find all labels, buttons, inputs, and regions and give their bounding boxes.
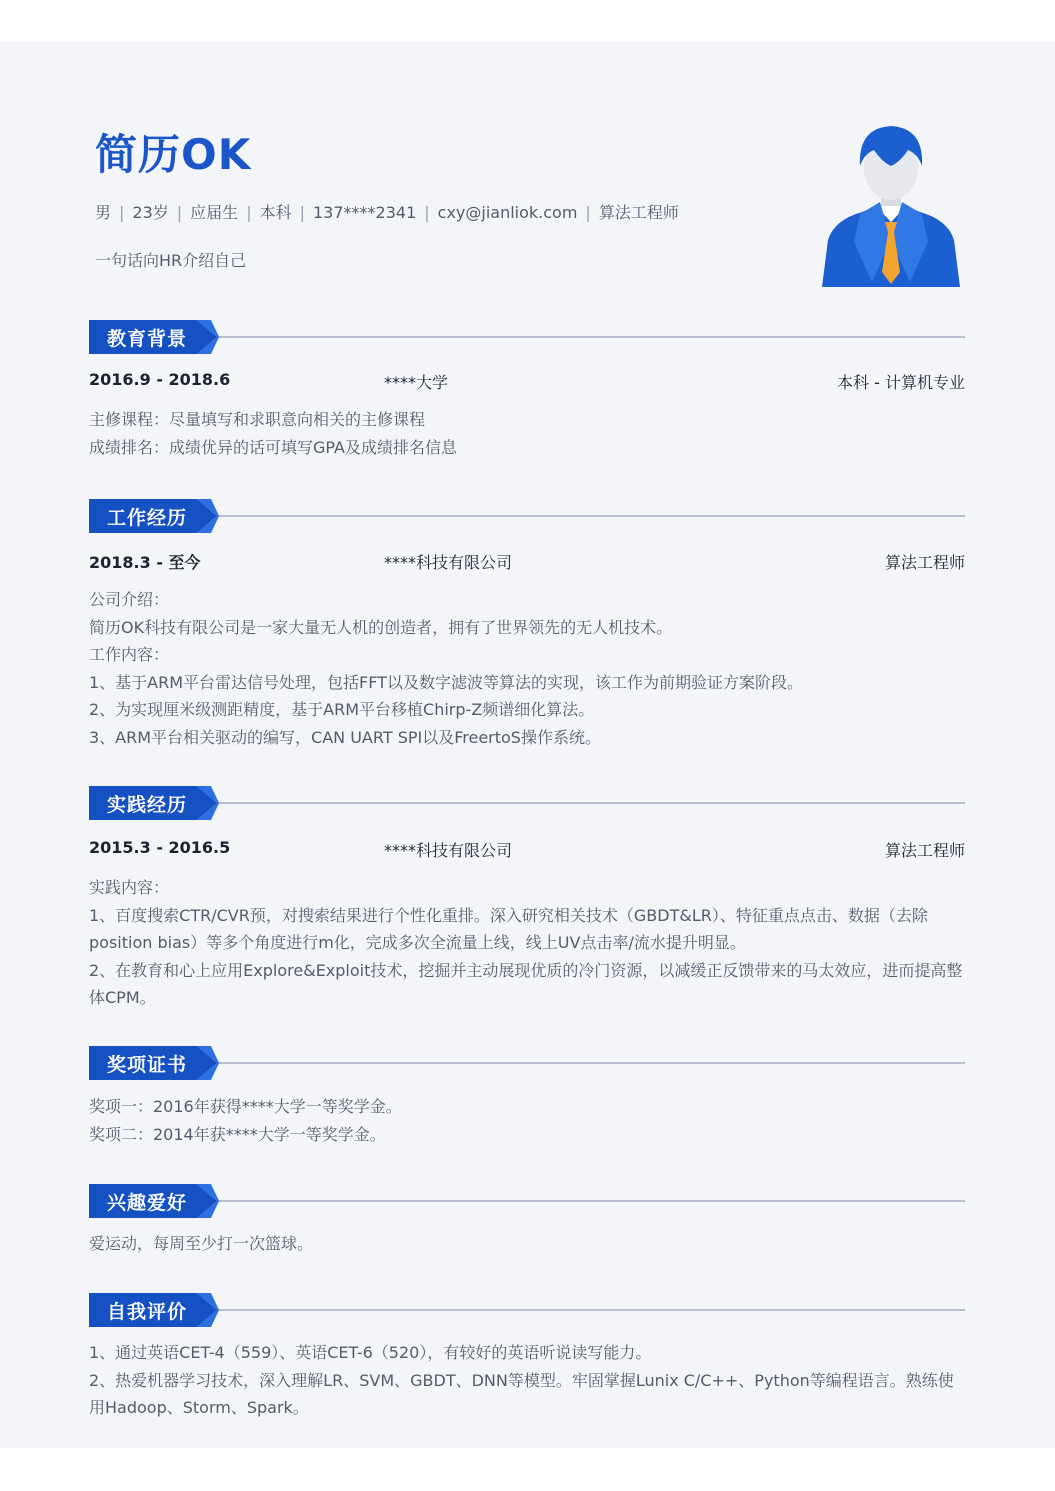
company-name: ****科技有限公司 bbox=[384, 841, 513, 860]
text-line: 2、在教育和心上应用Explore&Exploit技术，挖掘并主动展现优质的冷门资源，以减缓正反馈带来的马太效应，进而提高整体CPM。 bbox=[89, 960, 963, 1007]
practice-row bbox=[89, 838, 965, 862]
self-evaluation-details bbox=[89, 1339, 965, 1422]
text-line: 奖项二：2014年获****大学一等奖学金。 bbox=[89, 1124, 386, 1144]
degree: 本科 bbox=[259, 203, 292, 222]
education-date: 2016.9 - 2018.6 bbox=[89, 370, 231, 389]
phone: 137****2341 bbox=[312, 203, 417, 222]
section-title: 工作经历 bbox=[107, 507, 188, 529]
education-row bbox=[89, 370, 965, 394]
section-hobbies bbox=[89, 1184, 965, 1218]
text-line: 1、基于ARM平台雷达信号处理，包括FFT以及数字滤波等算法的实现，该工作为前期验证方案阶段。 bbox=[89, 672, 803, 692]
awards-details bbox=[89, 1093, 965, 1148]
hobbies-details bbox=[89, 1230, 965, 1258]
text-line: 2、为实现厘米级测距精度，基于ARM平台移植Chirp-Z频谱细化算法。 bbox=[89, 700, 595, 719]
text-line: 1、通过英语CET-4（559）、英语CET-6（520），有较好的英语听说读写能力。 bbox=[89, 1343, 652, 1362]
section-awards bbox=[89, 1046, 965, 1080]
section-education bbox=[89, 320, 965, 354]
section-divider bbox=[209, 1200, 965, 1202]
candidate-name: 简历OK bbox=[95, 130, 252, 179]
avatar bbox=[818, 122, 964, 287]
section-divider bbox=[209, 515, 965, 517]
job-target: 算法工程师 bbox=[598, 203, 679, 222]
section-label-box bbox=[89, 1293, 219, 1327]
section-practice bbox=[89, 786, 965, 820]
section-divider bbox=[209, 336, 965, 338]
section-label-box bbox=[89, 786, 219, 820]
text-line: 2、热爱机器学习技术，深入理解LR、SVM、GBDT、DNN等模型。牢固掌握Lunix C/C++、Python等编程语言。熟练使用Hadoop、Storm、Spark。 bbox=[89, 1370, 954, 1417]
text-line: 简历OK科技有限公司是一家大量无人机的创造者，拥有了世界领先的无人机技术。 bbox=[89, 617, 673, 637]
basic-info: 男 | 23岁 | 应届生 | 本科 | 137****2341 | cxy@jianliok.com | 算法工程师 bbox=[95, 203, 679, 222]
work-details bbox=[89, 586, 965, 751]
section-title: 奖项证书 bbox=[107, 1054, 188, 1076]
section-divider bbox=[209, 1062, 965, 1064]
text-line: 爱运动，每周至少打一次篮球。 bbox=[89, 1234, 314, 1253]
section-divider bbox=[209, 1309, 965, 1311]
text-line: 公司介绍： bbox=[89, 590, 170, 609]
section-self-evaluation bbox=[89, 1293, 965, 1327]
education-details bbox=[89, 406, 965, 461]
section-label-box bbox=[89, 499, 219, 533]
practice-details bbox=[89, 874, 965, 1012]
job-role: 算法工程师 bbox=[884, 553, 965, 572]
section-title: 实践经历 bbox=[107, 794, 188, 816]
text-line: 主修课程：尽量填写和求职意向相关的主修课程 bbox=[89, 410, 426, 429]
work-row bbox=[89, 550, 965, 574]
text-line: 成绩排名：成绩优异的话可填写GPA及成绩排名信息 bbox=[89, 437, 457, 457]
age: 23岁 bbox=[132, 203, 169, 222]
text-line: 奖项一：2016年获得****大学一等奖学金。 bbox=[89, 1097, 402, 1116]
section-title: 自我评价 bbox=[107, 1301, 188, 1323]
company-name: ****科技有限公司 bbox=[384, 553, 513, 572]
practice-date: 2015.3 - 2016.5 bbox=[89, 838, 231, 857]
section-title: 兴趣爱好 bbox=[107, 1192, 188, 1214]
text-line: 3、ARM平台相关驱动的编写，CAN UART SPI以及FreertoS操作系统。 bbox=[89, 727, 601, 747]
section-divider bbox=[209, 802, 965, 804]
major: 本科 - 计算机专业 bbox=[837, 373, 965, 392]
section-label-box bbox=[89, 1046, 219, 1080]
gender: 男 bbox=[95, 203, 112, 222]
school-name: ****大学 bbox=[384, 373, 449, 392]
text-line: 1、百度搜索CTR/CVR预，对搜索结果进行个性化重排。深入研究相关技术（GBDT&LR）、特征重点点击、数据（去除position bias）等多个角度进行m化，完成多次全流量上线，线上UV点击率/流水提升明显。 bbox=[89, 905, 928, 952]
job-role: 算法工程师 bbox=[884, 841, 965, 860]
self-intro: 一句话向HR介绍自己 bbox=[95, 251, 247, 270]
text-line: 实践内容： bbox=[89, 878, 170, 897]
work-date: 2018.3 - 至今 bbox=[89, 553, 201, 572]
section-label-box bbox=[89, 1184, 219, 1218]
section-title: 教育背景 bbox=[107, 328, 188, 350]
text-line: 工作内容： bbox=[89, 645, 170, 664]
section-label-box bbox=[89, 320, 219, 354]
email[interactable]: cxy@jianliok.com bbox=[437, 203, 578, 222]
status: 应届生 bbox=[190, 203, 239, 222]
section-work bbox=[89, 499, 965, 533]
